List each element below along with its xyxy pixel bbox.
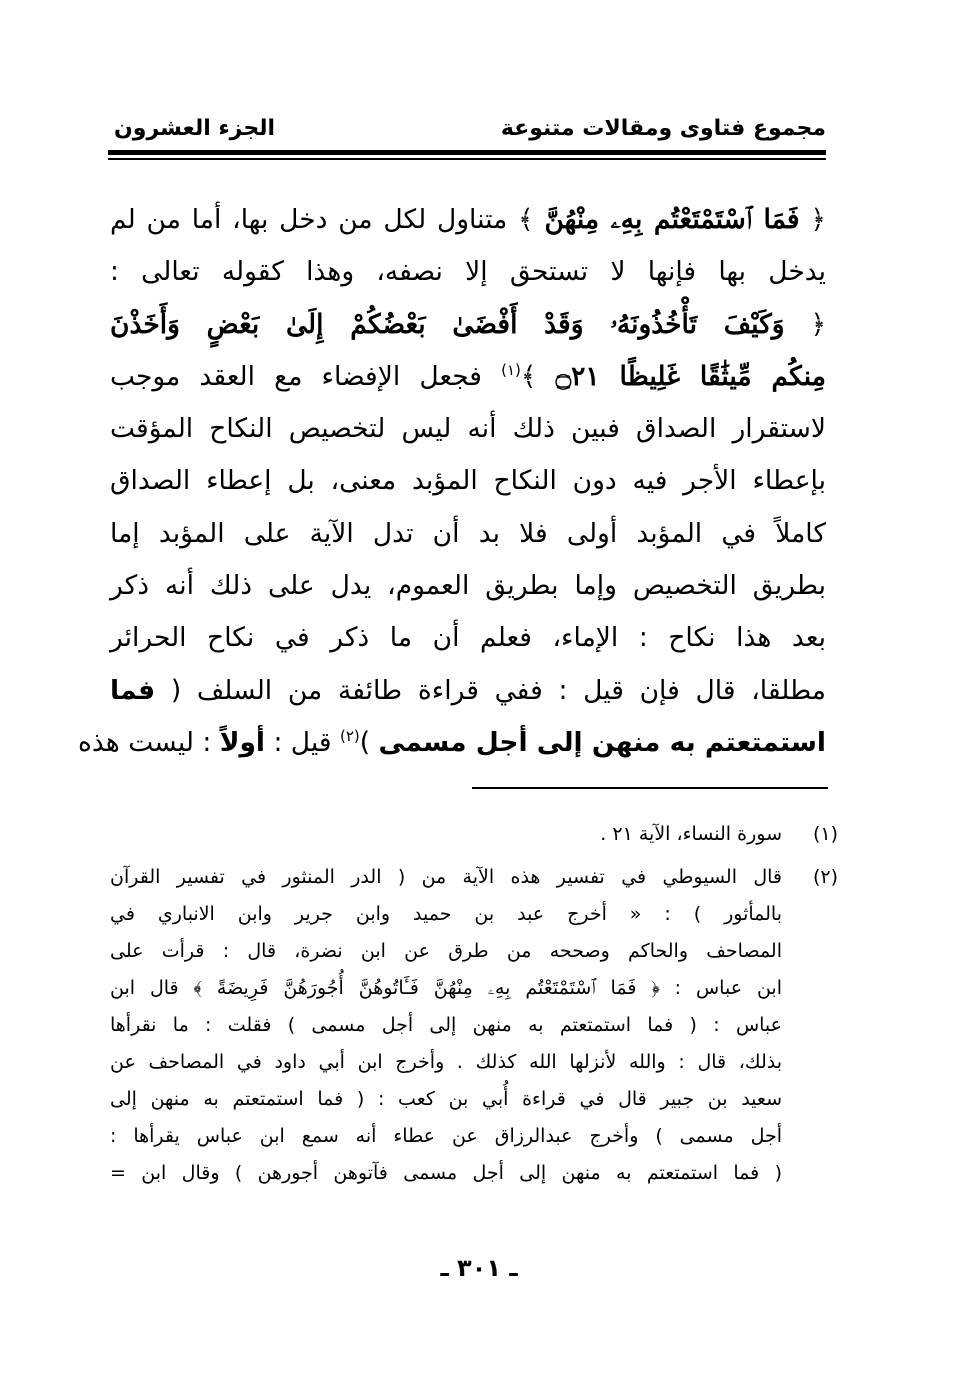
line-text: مطلقا، قال فإن قيل : ففي قراءة طائفة من السلف ( — [170, 674, 826, 706]
quran-close-bracket: ﴾ — [518, 204, 534, 235]
line-text: متناول لكل من دخل بها، أما من لم — [110, 204, 508, 235]
text-line-8: بطريق التخصيص وإما بطريق العموم، يدل على ذلك أنه ذكر — [110, 570, 826, 602]
text-line-1 — [110, 194, 826, 246]
quran-quote: وَكَيْفَ تَأْخُذُونَهُۥ وَقَدْ أَفْضَىٰ بَعْضُكُمْ إِلَىٰ بَعْضٍ وَأَخَذْنَ — [110, 308, 785, 340]
footnote-1 — [110, 816, 838, 853]
line-text: : ليست هذه — [78, 726, 212, 758]
text-line-2: يدخل بها فإنها لا تستحق إلا نصفه، وهذا كقوله تعالى : — [110, 256, 826, 288]
main-text — [78, 194, 826, 769]
text-line-3 — [110, 299, 826, 351]
footnote-number: (٢) — [812, 866, 838, 888]
book-title: مجموع فتاوى ومقالات متنوعة — [500, 116, 826, 141]
text-line-9: بعد هذا نكاح : الإماء، فعلم أن ما ذكر في نكاح الحرائر — [110, 622, 826, 654]
quoted-reading: فما — [110, 674, 156, 706]
text-line-6: بإعطاء الأجر فيه دون النكاح المؤبد معنى، بل إعطاء الصداق — [110, 465, 826, 497]
text-line-10 — [110, 665, 826, 717]
quran-open-bracket: ﴿ — [810, 204, 826, 235]
footnote-ref-1: (١) — [501, 361, 521, 380]
quran-quote: مِنكُم مِّيثَٰقًا غَلِيظًا ۝٢١ — [555, 360, 826, 392]
footnote-line: ابن عباس : ﴿ فَمَا ٱسْتَمْتَعْتُم بِهِۦ مِنْهُنَّ فَـَٔاتُوهُنَّ أُجُورَهُنَّ فَرِيضَةً ﴾ قال ابن — [110, 977, 782, 999]
footnote-line: بذلك، قال : والله لأنزلها الله كذلك . وأخرج ابن أبي داود في المصاحف عن — [110, 1051, 782, 1073]
emphasis-word: أولاً — [219, 726, 266, 758]
line-text: قيل : — [273, 726, 332, 758]
footnote-2 — [110, 859, 838, 1192]
header-rule-thick — [108, 150, 826, 155]
footnote-line: أجل مسمى ) وأخرج عبدالرزاق عن عطاء أنه سمع ابن عباس يقرأها : — [110, 1125, 782, 1147]
quran-open-bracket: ﴿ — [810, 308, 826, 340]
text-line-11 — [78, 717, 826, 769]
footnotes — [110, 816, 838, 1192]
volume-label: الجزء العشرون — [114, 116, 275, 141]
text-line-7: كاملاً في المؤبد أولى فلا بد أن تدل الآية على المؤبد إما — [110, 517, 826, 549]
footnote-ref-2: (٢) — [339, 727, 360, 746]
footnote-line: بالمأثور ) : « أخرج عبد بن حميد وابن جرير وابن الانباري في — [110, 903, 782, 925]
close-paren: ) — [359, 726, 371, 758]
footnote-line: ( فما استمتعتم به منهن إلى أجل مسمى فآتوهن أجورهن ) وقال ابن = — [110, 1162, 782, 1184]
quran-quote: فَمَا ٱسْتَمْتَعْتُم بِهِۦ مِنْهُنَّ — [544, 204, 800, 235]
footnote-separator — [472, 787, 828, 789]
footnote-line: سورة النساء، الآية ٢١ . — [600, 823, 782, 845]
header-rule-thin — [108, 158, 826, 160]
footnote-line: قال السيوطي في تفسير هذه الآية من ( الدر المنثور في تفسير القرآن — [110, 866, 782, 888]
line-text: فجعل الإفضاء مع العقد موجب — [110, 360, 482, 392]
quran-close-bracket: ﴾ — [520, 360, 537, 392]
page-number: ـ ٣٠١ ـ — [440, 1254, 518, 1282]
text-line-4 — [110, 351, 826, 403]
running-header — [108, 110, 826, 150]
quoted-reading: استمتعتم به منهن إلى أجل مسمى — [378, 726, 826, 758]
footnote-line: سعيد بن جبير قال في قراءة أُبي بن كعب : ( فما استمتعتم به منهن إلى — [110, 1088, 782, 1110]
footnote-line: المصاحف والحاكم وصححه من طرق عن ابن نضرة، قال : قرأت على — [110, 940, 782, 962]
footnote-line: عباس : ( فما استمتعتم به منهن إلى أجل مسمى ) فقلت : ما نقرأها — [110, 1014, 782, 1036]
text-line-5: لاستقرار الصداق فبين ذلك أنه ليس لتخصيص النكاح المؤقت — [110, 413, 826, 445]
footnote-number: (١) — [812, 823, 838, 845]
